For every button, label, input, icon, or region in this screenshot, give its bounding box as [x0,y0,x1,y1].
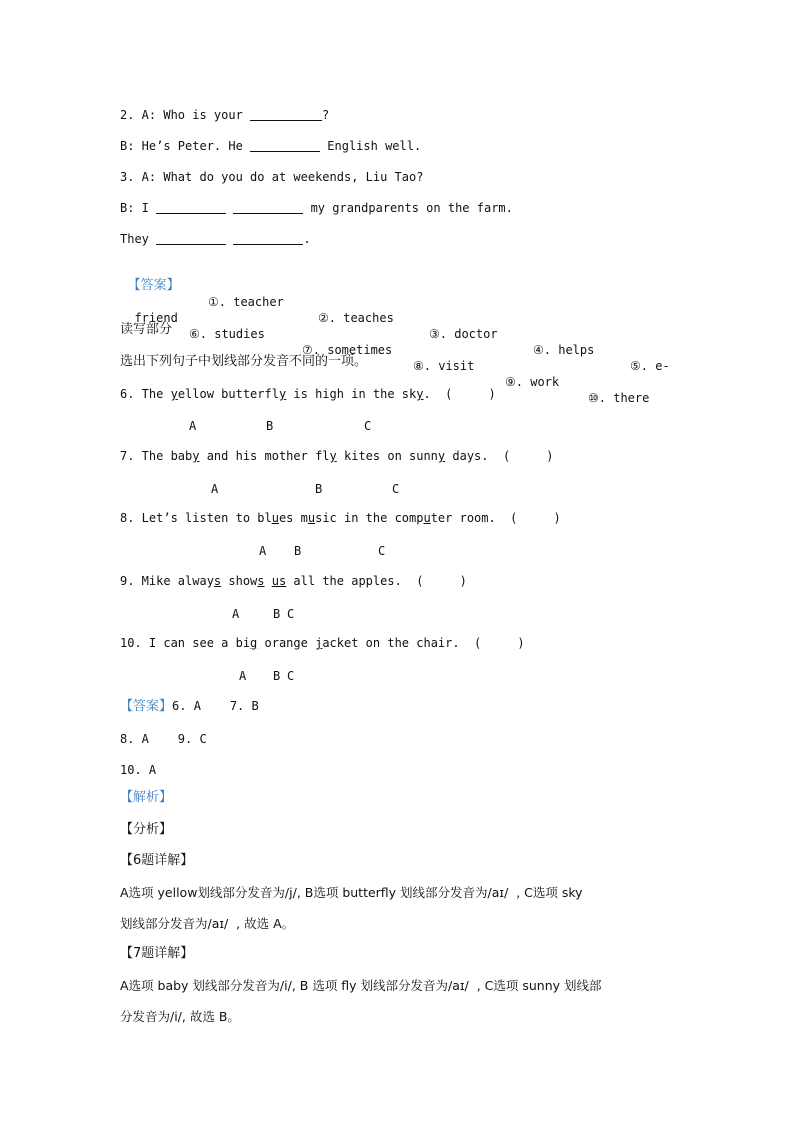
q2-a-text: 2. A: Who is your [120,108,251,122]
option-label-b: B [273,607,281,621]
option-label-c: C [378,544,386,558]
option-label-c: C [392,482,400,496]
answer1-item: ⑧. visit [413,359,475,373]
option-label-b: B [315,482,323,496]
answer-blank [156,201,226,214]
answer-blank [233,232,303,245]
q3-line-c [120,231,311,247]
option-label-b: B [273,669,281,683]
answer1-item: ⑥. studies [189,327,265,341]
answer1-item: ⑩. there [588,391,650,405]
answer-tag: 【答案】 [127,278,180,293]
option-label-b: B [294,544,302,558]
answer2-values: 6. A 7. B [172,699,259,713]
option-label-a: A [259,544,267,558]
question-9: 9. Mike always shows us all the apples. ( ) [120,574,467,588]
q3-b-text: B: I [120,201,157,215]
q6-detail-line1: A选项 yellow划线部分发音为/j/, B选项 butterfly 划线部分发音为/aɪ/ , C选项 sky [120,885,583,900]
question-6: 6. The yellow butterfly is high in the sky. ( ) [120,387,496,401]
answer1-item: ⑦. sometimes [302,343,393,357]
option-label-c: C [287,669,295,683]
answer1-item: ⑨. work [505,375,560,389]
answer1-item: ①. teacher [208,295,284,309]
question-8: 8. Let’s listen to blues music in the computer room. ( ) [120,511,561,525]
option-label-c: C [364,419,372,433]
answer1-word: friend [134,311,178,325]
q3-c-text: They [120,232,157,246]
analysis-tag: 【解析】 [120,790,173,805]
answer-blank [250,108,322,121]
q3-b-end: my grandparents on the farm. [303,201,513,215]
option-label-b: B [266,419,274,433]
q6-detail-heading: 【6题详解】 [120,853,194,868]
answer-blank [233,201,303,214]
option-label-c: C [287,607,295,621]
answer-tag: 【答案】 [120,699,173,714]
answer1-item: ②. teaches [318,311,394,325]
q2-b-end: English well. [320,139,422,153]
q2-a-end: ? [322,108,330,122]
answer2-line1 [120,698,259,715]
option-label-a: A [211,482,219,496]
answer2-line2: 8. A 9. C [120,732,207,746]
option-label-a: A [232,607,240,621]
section-instruction: 选出下列句子中划线部分发音不同的一项。 [120,354,368,369]
q2-line-a [120,107,329,123]
q7-detail-line2: 分发音为/i/, 故选 B。 [120,1009,240,1024]
answer-blank [250,139,320,152]
q2-b-text: B: He’s Peter. He [120,139,251,153]
answer2-line3: 10. A [120,763,157,777]
option-label-a: A [189,419,197,433]
option-label-a: A [239,669,247,683]
q6-detail-line2: 划线部分发音为/aɪ/ , 故选 A。 [120,916,295,931]
question-10: 10. I can see a big orange jacket on the chair. ( ) [120,636,525,650]
answer-blank [156,232,226,245]
q3-line-a: 3. A: What do you do at weekends, Liu Tao? [120,170,424,184]
q2-line-b [120,138,421,154]
q7-detail-heading: 【7题详解】 [120,946,194,961]
answer1-item: ④. helps [533,343,595,357]
answer1-item: ③. doctor [429,327,498,341]
answer1-item: ⑤. e- [630,359,670,373]
q7-detail-line1: A选项 baby 划线部分发音为/i/, B 选项 fly 划线部分发音为/aɪ/ , C选项 sunny 划线部 [120,978,602,993]
section-title: 读写部分 [120,322,173,337]
fenxi-heading: 【分析】 [120,822,173,837]
q3-c-end: . [303,232,311,246]
q3-line-b [120,200,513,216]
question-7: 7. The baby and his mother fly kites on sunny days. ( ) [120,449,554,463]
